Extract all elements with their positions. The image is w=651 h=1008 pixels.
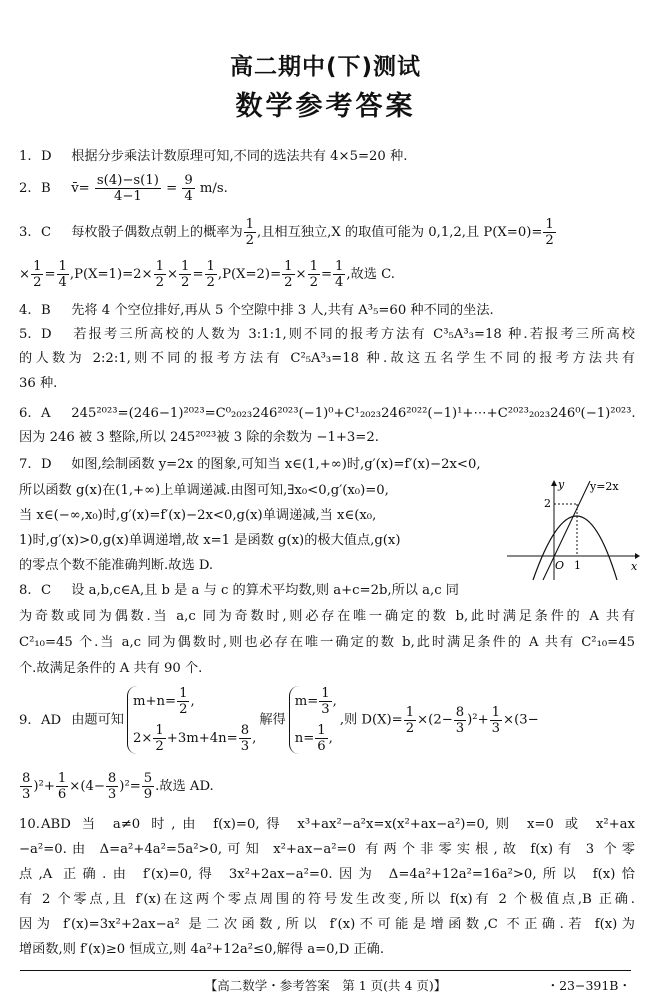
svg-text:O: O <box>555 559 565 572</box>
answer-10-line2: −a²=0.由 Δ=a²+4a²=5a²>0,可知 x²+ax−a²=0 有两个非零实根,故 f(x)有 3 个零 <box>19 842 635 857</box>
answer-10-line6: 增函数,则 f′(x)≥0 恒成立,则 4a²+12a²≤0,解得 a=0,D 正确. <box>19 942 385 957</box>
answer-8-line3: C²₁₀=45 个.当 a,c 同为偶数时,则也必存在唯一确定的数 b,此时满足条件的 A 共有 C²₁₀=45 <box>19 635 635 650</box>
answer-10-line3: 点,A 正确.由 f′(x)=0,得 3x²+2ax−a²=0.因为 Δ=4a²+12a²=16a²>0,所以 f(x)恰 <box>19 867 635 882</box>
svg-text:y=2x: y=2x <box>590 480 619 493</box>
svg-text:2: 2 <box>544 497 551 510</box>
answer-8-line4: 个.故满足条件的 A 共有 90 个. <box>19 661 203 676</box>
system-brace: m+n= $\frac{1}{2}$ , 2× $\frac{1}{2}$ +3m+4n= $\frac{8}{3}$ , <box>127 686 256 754</box>
answer-5-line3: 36 种. <box>19 376 58 391</box>
answer-8-line2: 为奇数或同为偶数.当 a,c 同为奇数时,则必存在唯一确定的数 b,此时满足条件的 A 共有 <box>19 609 635 624</box>
svg-text:1: 1 <box>574 559 581 572</box>
answer-4: 4. B 先将 4 个空位排好,再从 5 个空隙中排 3 人,共有 A³₅=60 种不同的坐法. <box>19 303 494 318</box>
answer-2: 2. B v̄= $\frac{s(4)-s(1)}{4-1}$ = $\frac{9}{4}$ m/s. <box>19 173 228 204</box>
answer-10-line4: 有 2 个零点,且 f′(x)在这两个零点周围的符号发生改变,所以 f(x)有 2 个极值点,B 正确. <box>19 892 635 907</box>
function-graph <box>505 478 640 583</box>
answer-7-line2: 所以函数 g(x)在(1,+∞)上单调递减.由图可知,∃x₀<0,g′(x₀)=0, <box>19 483 389 498</box>
answer-7-line1: 7. D 如图,绘制函数 y=2x 的图象,可知当 x∈(1,+∞)时,g′(x)=f′(x)−2x<0, <box>19 457 481 472</box>
answer-1: 1. D 根据分步乘法计数原理可知,不同的选法共有 4×5=20 种. <box>19 149 408 164</box>
answer-5-line2: 的人数为 2:2:1,则不同的报考方法有 C²₅A³₃=18 种.故这五名学生不同的报考方法共有 <box>19 351 635 366</box>
footer-code: ・23−391B・ <box>546 978 631 993</box>
answer-8-line1: 8. C 设 a,b,c∈A,且 b 是 a 与 c 的算术平均数,则 a+c=2b,所以 a,c 同 <box>19 583 459 598</box>
title-line1: 高二期中(下)测试 <box>229 54 422 80</box>
answer-7-line5: 的零点个数不能准确判断.故选 D. <box>19 558 214 573</box>
answer-10-line1: 10.ABD 当 a≠0 时,由 f(x)=0,得 x³+ax²−a²x=x(x²+ax−a²)=0,则 x=0 或 x²+ax <box>19 817 635 832</box>
svg-text:y: y <box>558 478 565 491</box>
answer-3-line1: 3. C 每枚骰子偶数点朝上的概率为 $\frac{1}{2}$ ,且相互独立,X 的取值可能为 0,1,2,且 P(X=0)= $\frac{1}{2}$ <box>19 217 554 248</box>
svg-text:x: x <box>631 560 638 573</box>
answer-9-line2: $\frac{8}{3}$ )²+ $\frac{1}{6}$ ×(4− $\frac{8}{3}$ )²= $\frac{5}{9}$ .故选 AD. <box>22 771 214 802</box>
answer-10-line5: 因为 f′(x)=3x²+2ax−a² 是二次函数,所以 f′(x)不可能是增函数,C 不正确.若 f(x)为 <box>19 917 635 932</box>
answer-5-line1: 5. D 若报考三所高校的人数为 3:1:1,则不同的报考方法有 C³₅A³₃=18 种.若报考三所高校 <box>19 327 635 342</box>
footer-rule <box>20 970 631 971</box>
footer-page-info: 【高二数学・参考答案 第 1 页(共 4 页)】 <box>204 978 447 993</box>
answer-3-line2: × $\frac{1}{2}$ = $\frac{1}{4}$ ,P(X=1)=2× $\frac{1}{2}$ × $\frac{1}{2}$ = $\frac{1}{2}$ ,P(X=2)= $\frac{1}{2}$ × $\frac{1}{2}$ = $\frac{1}{4}$ ,故选 C. <box>19 259 395 290</box>
answer-9-line1: 9. AD 由题可知 m+n= $\frac{1}{2}$ , 2× $\frac{1}{2}$ +3m+4n= $\frac{8}{3}$ , 解得 m= $\frac{1}{3}$ , n= $\frac{1}{6}$ , ,则 D(X)= $\frac{1}{2}$ ×(2− $\frac{8}{3}$ )²+ $\frac{1}{3}$ ×(3− <box>19 686 539 754</box>
answer-6-line1: 6. A 245²⁰²³=(246−1)²⁰²³=C⁰₂₀₂₃246²⁰²³(−1)⁰+C¹₂₀₂₃246²⁰²²(−1)¹+⋯+C²⁰²³₂₀₂₃246⁰(−1)²⁰²³. <box>19 406 636 421</box>
title-line2: 数学参考答案 <box>235 91 416 122</box>
line-y-2x <box>543 481 590 580</box>
answer-7-line4: 1)时,g′(x)>0,g(x)单调递增,故 x=1 是函数 g(x)的极大值点,g(x) <box>19 533 401 548</box>
answer-7-line3: 当 x∈(−∞,x₀)时,g′(x)=f′(x)−2x<0,g(x)单调递减,当 x∈(x₀, <box>19 508 377 523</box>
answer-6-line2: 因为 246 被 3 整除,所以 245²⁰²³被 3 除的余数为 −1+3=2. <box>19 430 379 445</box>
solution-brace: m= $\frac{1}{3}$ , n= $\frac{1}{6}$ , <box>289 686 337 754</box>
